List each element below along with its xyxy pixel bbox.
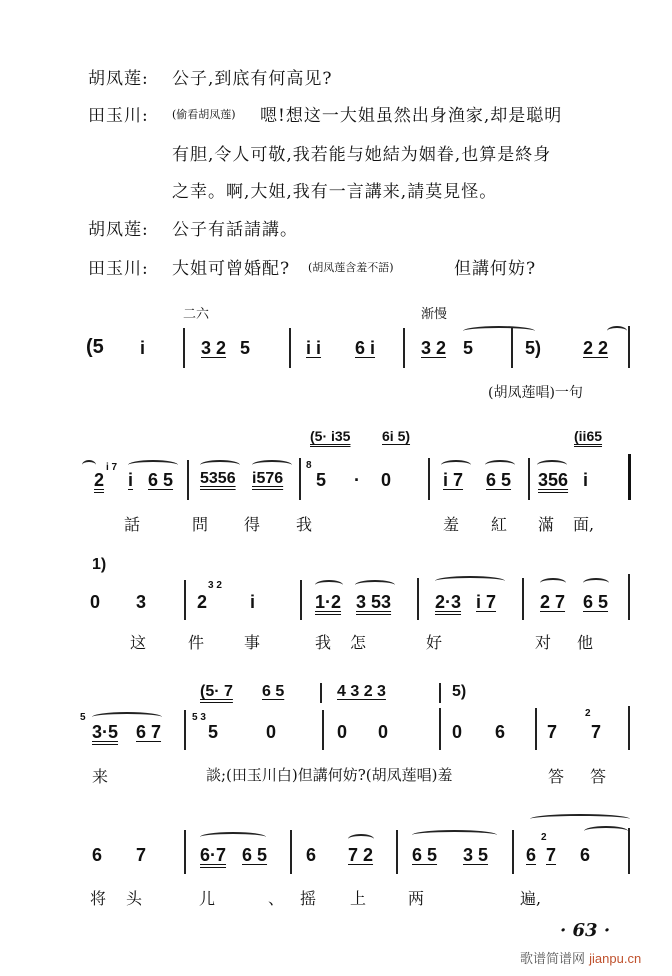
note: 0 xyxy=(378,722,389,742)
lyric: 我 xyxy=(315,633,332,652)
barline xyxy=(300,580,302,620)
slur xyxy=(200,832,266,842)
slur xyxy=(540,578,566,588)
slur xyxy=(315,580,343,590)
note: 6 xyxy=(495,722,506,742)
note: 5 xyxy=(208,722,219,742)
lyric: 头 xyxy=(126,889,143,908)
barline xyxy=(417,578,419,620)
note: 6 5 xyxy=(242,845,268,865)
note: 2 2 xyxy=(583,338,609,358)
lyric: 、 xyxy=(268,889,285,908)
slur xyxy=(200,460,240,470)
note: 2 xyxy=(197,592,208,612)
note: 1·2 xyxy=(315,592,342,612)
note: 2 xyxy=(94,470,105,490)
note: 6 5 xyxy=(412,845,438,865)
lyric: 两 xyxy=(408,889,425,908)
barline xyxy=(628,326,630,368)
slur xyxy=(530,814,630,824)
slur xyxy=(463,326,535,336)
watermark xyxy=(520,948,641,967)
slur xyxy=(252,460,292,470)
note: 3·5 xyxy=(92,722,119,742)
slur xyxy=(435,576,505,586)
barline xyxy=(299,458,301,500)
note: i 7 xyxy=(443,470,464,490)
barline xyxy=(320,683,322,703)
note: 0 xyxy=(90,592,101,612)
note: 6 5 xyxy=(583,592,609,612)
lyric: 将 xyxy=(90,889,107,908)
lyric: 答 xyxy=(590,767,607,786)
slur xyxy=(537,460,567,470)
barline xyxy=(511,328,513,368)
note: 5 xyxy=(463,338,474,358)
note: i576 xyxy=(252,470,284,487)
grace-note: 2 xyxy=(541,832,547,843)
slur xyxy=(485,460,515,470)
lyric: 遍, xyxy=(520,889,542,908)
barline xyxy=(628,828,630,874)
dialogue-line: 嗯!想这一大姐虽然出身渔家,却是聪明 xyxy=(260,106,563,126)
lyric: 这 xyxy=(130,633,147,652)
speaker-tian-yuchuan: 田玉川: xyxy=(88,259,149,279)
note: 7 xyxy=(591,722,602,742)
barline xyxy=(396,830,398,874)
lyric: 事 xyxy=(244,633,261,652)
barline xyxy=(184,830,186,874)
instrumental-end: 1) xyxy=(92,556,107,573)
lyric: 問 xyxy=(192,515,209,534)
barline xyxy=(512,830,514,874)
note: (5 xyxy=(86,336,104,358)
lyric: 他 xyxy=(577,633,594,652)
tempo-mark-jianman: 渐慢 xyxy=(421,307,448,322)
note: 7 xyxy=(546,845,557,865)
barline xyxy=(628,706,630,750)
lyric-with-dialogue: 談;(田玉川白)但講何妨?(胡凤莲唱)羞 xyxy=(206,766,453,784)
barline xyxy=(289,328,291,368)
stage-direction: (胡凤莲含羞不語) xyxy=(308,261,394,274)
note: 5 xyxy=(240,338,251,358)
lyric: 答 xyxy=(548,767,565,786)
note: 5 xyxy=(316,470,327,490)
slur xyxy=(412,830,497,840)
dialogue-line: 之幸。啊,大姐,我有一言講来,請莫見怪。 xyxy=(172,182,498,202)
note: 3 xyxy=(136,592,147,612)
lyric: 儿 xyxy=(199,889,216,908)
note: 3 2 xyxy=(421,338,447,358)
note: 7 xyxy=(136,845,147,865)
lyric: 对 xyxy=(535,633,552,652)
note: 6 7 xyxy=(136,722,162,742)
grace-note: i 7 xyxy=(106,462,118,473)
barline xyxy=(522,578,524,620)
lyric: 羞 xyxy=(443,515,460,534)
note: 0 xyxy=(266,722,277,742)
barline xyxy=(628,574,630,620)
barline xyxy=(184,710,186,750)
note: 6 xyxy=(92,845,103,865)
instrumental-intro: 6i 5) xyxy=(382,428,411,444)
note: 7 2 xyxy=(348,845,374,865)
lyric: 摇 xyxy=(300,889,317,908)
lyric: 怎 xyxy=(350,633,367,652)
barline xyxy=(439,683,441,703)
note: 3 5 xyxy=(463,845,489,865)
note: 3 53 xyxy=(356,592,392,612)
note: 6 i xyxy=(355,338,376,358)
note: i xyxy=(128,470,134,490)
note: 7 xyxy=(547,722,558,742)
instrumental-intro: (ii65 xyxy=(574,428,603,444)
barline xyxy=(528,458,530,500)
slur xyxy=(441,460,471,470)
barline xyxy=(183,328,185,368)
note: 356 xyxy=(538,470,569,490)
lyric: 好 xyxy=(426,633,443,652)
note: 2 7 xyxy=(540,592,566,612)
instrumental-intro: 6 5 xyxy=(262,683,285,700)
dialogue-line: 大姐可曾婚配? xyxy=(172,259,291,279)
note: i xyxy=(583,470,589,490)
instrumental-intro: (5· 7 xyxy=(200,683,233,700)
note: 6 xyxy=(580,845,591,865)
barline xyxy=(184,580,186,620)
instrumental-intro: (5· i35 xyxy=(310,428,351,444)
dialogue-line: 但講何妨? xyxy=(454,259,537,279)
watermark-url: jianpu.cn xyxy=(589,951,642,966)
note: i xyxy=(140,338,146,358)
lyric: 滿 xyxy=(538,515,555,534)
barline xyxy=(439,708,441,750)
note: i i xyxy=(306,338,322,358)
note: 6 xyxy=(306,845,317,865)
note: i 7 xyxy=(476,592,497,612)
watermark-text: 歌谱简谱网 xyxy=(520,952,586,967)
note: 6 5 xyxy=(486,470,512,490)
barline xyxy=(535,708,537,750)
note: 5356 xyxy=(200,470,236,487)
slur xyxy=(348,834,374,844)
slur xyxy=(128,460,178,470)
slur xyxy=(583,578,609,588)
barline xyxy=(428,458,430,500)
lyric: 来 xyxy=(92,767,109,786)
lyric: 面, xyxy=(573,515,595,534)
lyric: 話 xyxy=(124,515,141,534)
note: 6 xyxy=(526,845,537,865)
dialogue-line: 有胆,令人可敬,我若能与她結为姻眷,也算是終身 xyxy=(172,145,552,165)
grace-note: 2 xyxy=(585,708,591,719)
note: i xyxy=(250,592,256,612)
singer-annotation: (胡凤莲唱)一句 xyxy=(488,385,583,401)
stage-direction: (偷看胡凤莲) xyxy=(172,108,236,121)
barline xyxy=(322,710,324,750)
barline xyxy=(290,830,292,874)
lyric: 我 xyxy=(296,515,313,534)
dot: · xyxy=(354,470,360,490)
grace-note: 5 3 xyxy=(192,712,206,723)
grace-note: 5 xyxy=(80,712,86,723)
lyric: 件 xyxy=(188,633,205,652)
grace-note: 8 xyxy=(306,460,312,471)
speaker-hu-fenglian: 胡凤莲: xyxy=(88,69,149,89)
lyric: 上 xyxy=(350,889,367,908)
page-number: · 63 · xyxy=(560,920,611,941)
slur xyxy=(92,712,162,722)
note: 0 xyxy=(337,722,348,742)
slur xyxy=(584,826,628,836)
dialogue-line: 公子,到底有何高见? xyxy=(172,69,333,89)
barline xyxy=(187,460,189,500)
note: 0 xyxy=(452,722,463,742)
slur xyxy=(82,460,96,470)
barline xyxy=(403,328,405,368)
speaker-tian-yuchuan: 田玉川: xyxy=(88,106,149,126)
note: 2·3 xyxy=(435,592,462,612)
barline xyxy=(628,454,631,500)
lyric: 紅 xyxy=(491,515,508,534)
tempo-mark-erliu: 二六 xyxy=(183,307,210,322)
note: 3 2 xyxy=(201,338,227,358)
grace-note: 3 2 xyxy=(208,580,222,591)
instrumental-intro: 4 3 2 3 xyxy=(337,683,386,700)
lyric: 得 xyxy=(244,515,261,534)
speaker-hu-fenglian: 胡凤莲: xyxy=(88,220,149,240)
dialogue-line: 公子有話請講。 xyxy=(172,220,298,240)
slur xyxy=(607,326,627,336)
note: 0 xyxy=(381,470,392,490)
note: 6·7 xyxy=(200,845,227,865)
slur xyxy=(355,580,395,590)
instrumental-end: 5) xyxy=(452,683,467,700)
note: 6 5 xyxy=(148,470,174,490)
note: 5) xyxy=(525,338,542,358)
